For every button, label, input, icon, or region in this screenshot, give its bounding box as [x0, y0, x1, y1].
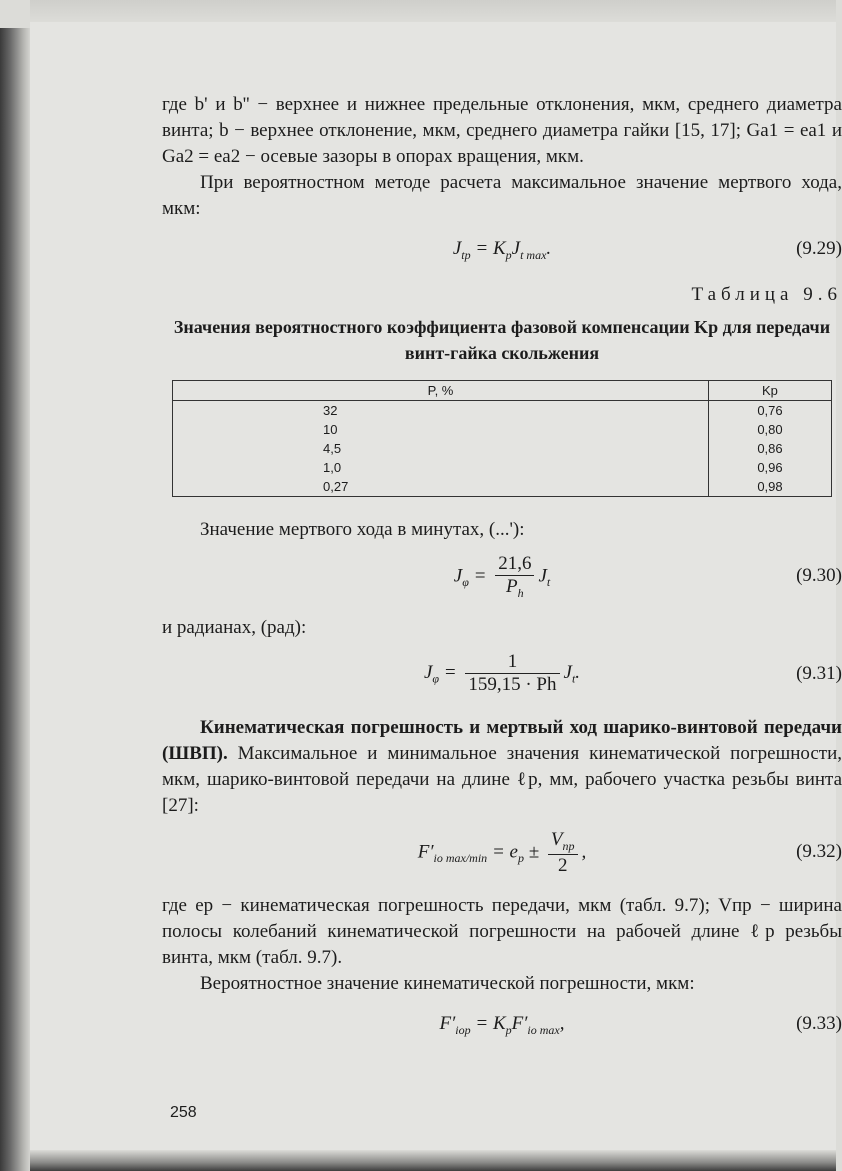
scan-bottom-edge [30, 1150, 836, 1171]
equation-number: (9.31) [796, 663, 842, 684]
formula-9-30: $J_\varphi$ = $\frac{21,6}{P_h}$ $J_t$ [453, 553, 551, 600]
cell-kp: 0,96 [708, 458, 831, 477]
cell-p: 1,0 [173, 458, 709, 477]
equation-number: (9.32) [796, 841, 842, 862]
header-kp: Kp [708, 381, 831, 401]
equation-number: (9.29) [796, 238, 842, 259]
table-title: Значения вероятностного коэффициента фазовой компенсации Kp для передачи винт-гайка скольжения [173, 317, 831, 363]
cell-p: 32 [173, 401, 709, 421]
cell-p: 0,27 [173, 477, 709, 497]
paragraph-ball-screw-text: Максимальное и минимальное значения кинематической погрешности, мкм, шарико-винтовой передачи на длине ℓp, мм, рабочего участка резьбы винта [27]: [162, 743, 842, 816]
table-row [173, 477, 832, 497]
cell-kp: 0,80 [708, 420, 831, 439]
section-heading-inline: Кинематическая погрешность и мертвый ход шарико-винтовой передачи (ШВП). [162, 717, 842, 764]
page-content [162, 92, 842, 1057]
cell-kp: 0,76 [708, 401, 831, 421]
table-row [173, 401, 832, 421]
cell-kp: 0,98 [708, 477, 831, 497]
equation-9-30 [162, 551, 842, 607]
paragraph-probabilistic-value: Вероятностное значение кинематической погрешности, мкм: [200, 973, 695, 994]
table-caption: Таблица 9.6 [691, 284, 842, 305]
equation-9-33 [162, 1005, 842, 1049]
scan-top-edge [30, 0, 836, 22]
formula-9-31: $J_\varphi$ = $\frac{1}{159,15 \cdot Ph}$ $J_t$. [423, 651, 581, 695]
table-header-row [173, 381, 832, 401]
paragraph-minutes: Значение мертвого хода в минутах, (...'): [200, 519, 525, 540]
book-page [30, 22, 842, 1150]
table-row [173, 420, 832, 439]
paragraph-where-ep: где ep − кинематическая погрешность передачи, мкм (табл. 9.7); Vпр − ширина полосы колебаний кинематической погрешности на рабочей длине ℓр резьбы винта, мкм (табл. 9.7). [162, 895, 842, 968]
paragraph-probabilistic-method: При вероятностном методе расчета максимальное значение мертвого хода, мкм: [162, 172, 842, 219]
page-number: 258 [170, 1104, 197, 1121]
table-row [173, 458, 832, 477]
fraction-numerator: 21,6 [495, 553, 534, 576]
equation-number: (9.33) [796, 1013, 842, 1034]
header-p: P, % [173, 381, 709, 401]
formula-9-32: $F'_{io max/min} = e_p$ ± $\frac{V_{пр}}{2}$ , [417, 829, 587, 876]
cell-p: 10 [173, 420, 709, 439]
cell-kp: 0,86 [708, 439, 831, 458]
paragraph-deviations: где b' и b'' − верхнее и нижнее предельные отклонения, мкм, среднего диаметра винта; b − верхнее отклонение, мкм, среднего диаметра гайки [15, 17]; Ga1 = ea1 и Ga2 = ea2 − осевые зазоры в опорах вращения, мкм. [162, 94, 842, 167]
scan-binding-shadow [0, 28, 30, 1171]
equation-number: (9.30) [796, 565, 842, 586]
formula-9-29: $J_{tp} = K_pJ_{t max}$. [452, 238, 552, 262]
paragraph-radians: и радианах, (рад): [162, 617, 307, 638]
cell-p: 4,5 [173, 439, 709, 458]
fraction-denominator: 159,15 · Ph [468, 674, 557, 695]
fraction-numerator: 1 [465, 651, 559, 674]
formula-9-33: $F'_{iop} = K_pF'_{io max}$, [439, 1013, 565, 1037]
equation-9-29 [162, 230, 842, 274]
kp-table [172, 380, 832, 497]
equation-9-32 [162, 827, 842, 885]
paragraph-ball-screw [162, 715, 842, 819]
equation-9-31 [162, 649, 842, 707]
table-row [173, 439, 832, 458]
